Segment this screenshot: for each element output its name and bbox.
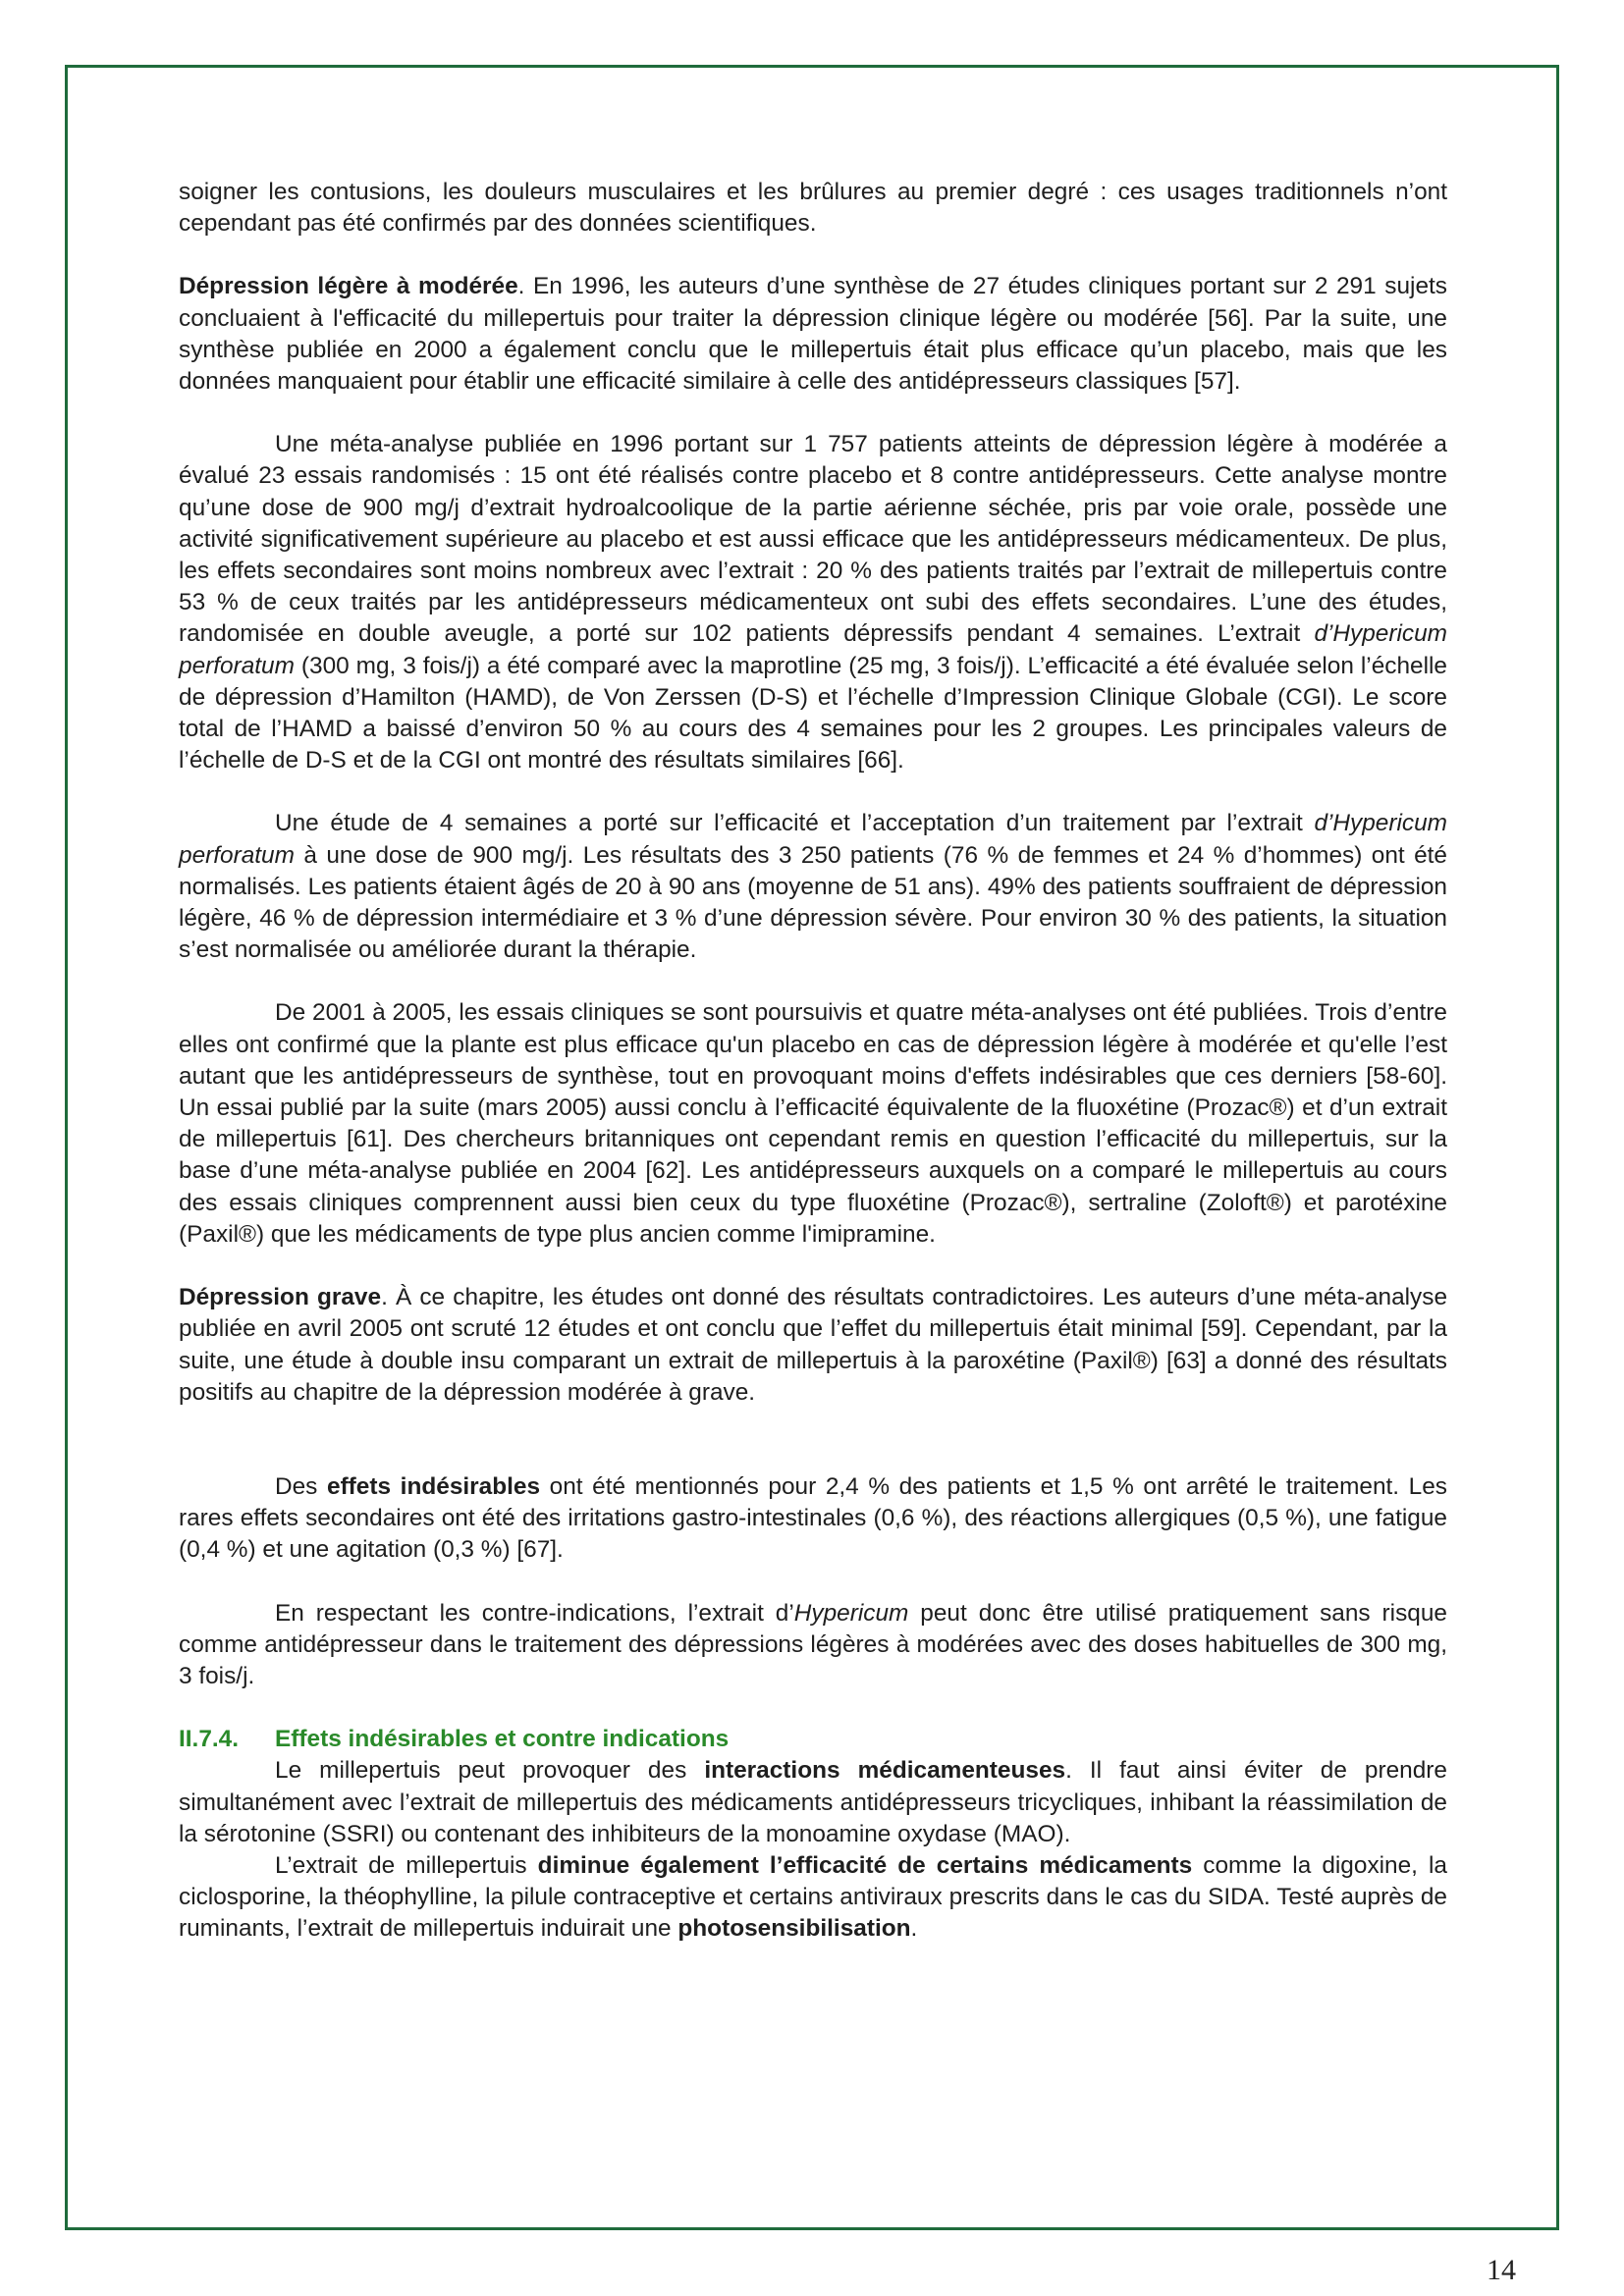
- section-number: II.7.4.: [179, 1726, 240, 1753]
- paragraph-etude-4-semaines: Une étude de 4 semaines a porté sur l’efficacité et l’acceptation d’un traitement par l’extrait d’Hypericum perforatum à une dose de 900 mg/j. Les résultats des 3 250 patients (76 % de femmes et 24 % d’hommes) ont été normalisés. Les patients étaient âgés de 20 à 90 ans (moyenne de 51 ans). 49% des patients souffraient de dépression légère, 46 % de dépression intermédiaire et 3 % d’une dépression sévère. Pour environ 30 % des patients, la situation s’est normalisée ou améliorée durant la thérapie.: [179, 810, 1447, 964]
- page-body: [179, 177, 1447, 1946]
- page-number: 14: [1487, 2254, 1516, 2286]
- section-title: Effets indésirables et contre indications: [275, 1726, 730, 1753]
- paragraph-depression-legere: Dépression légère à modérée. En 1996, les auteurs d’une synthèse de 27 études cliniques portant sur 2 291 sujets concluaient à l'efficacité du millepertuis pour traiter la dépression clinique légère ou modérée [56]. Par la suite, une synthèse publiée en 2000 a également conclu que le millepertuis était plus efficace qu’un placebo, mais que les données manquaient pour établir une efficacité similaire à celle des antidépresseurs classiques [57].: [179, 273, 1447, 396]
- paragraph-efficacite-medicaments: L’extrait de millepertuis diminue également l’efficacité de certains médicaments comme la digoxine, la ciclosporine, la théophylline, la pilule contraceptive et certains antiviraux prescrits dans le cas du SIDA. Testé auprès de ruminants, l’extrait de millepertuis induirait une photosensibilisation.: [179, 1851, 1447, 1943]
- paragraph-contusions: soigner les contusions, les douleurs musculaires et les brûlures au premier degré : ces usages traditionnels n’ont cependant pas été confirmés par des données scientifiques.: [179, 179, 1447, 238]
- paragraph-contre-indications: En respectant les contre-indications, l’extrait d’Hypericum peut donc être utilisé pratiquement sans risque comme antidépresseur dans le traitement des dépressions légères à modérées avec des doses habituelles de 300 mg, 3 fois/j.: [179, 1599, 1447, 1689]
- paragraph-interactions: Le millepertuis peut provoquer des interactions médicamenteuses. Il faut ainsi éviter de prendre simultanément avec l’extrait de millepertuis des médicaments antidépresseurs tricycliques, inhibant la réassimilation de la sérotonine (SSRI) ou contenant des inhibiteurs de la monoamine oxydase (MAO).: [179, 1757, 1447, 1847]
- paragraph-meta-analyse-1996: Une méta-analyse publiée en 1996 portant sur 1 757 patients atteints de dépression légère à modérée a évalué 23 essais randomisés : 15 ont été réalisés contre placebo et 8 contre antidépresseurs. Cette analyse montre qu’une dose de 900 mg/j d’extrait hydroalcoolique de la partie aérienne séchée, pris par voie orale, possède une activité significativement supérieure au placebo et est aussi efficace que les antidépresseurs médicamenteux. De plus, les effets secondaires sont moins nombreux avec l’extrait : 20 % des patients traités par l’extrait de millepertuis contre 53 % de ceux traités par les antidépresseurs médicamenteux ont subi des effets secondaires. L’une des études, randomisée en double aveugle, a porté sur 102 patients dépressifs pendant 4 semaines. L’extrait d’Hypericum perforatum (300 mg, 3 fois/j) a été comparé avec la maprotline (25 mg, 3 fois/j). L’efficacité a été évaluée selon l’échelle de dépression d’Hamilton (HAMD), de Von Zerssen (D-S) et l’échelle d’Impression Clinique Globale (CGI). Le score total de l’HAMD a baissé d’environ 50 % au cours des 4 semaines pour les 2 groupes. Les principales valeurs de l’échelle de D-S et de la CGI ont montré des résultats similaires [66].: [179, 431, 1447, 774]
- paragraph-essais-2001-2005: De 2001 à 2005, les essais cliniques se sont poursuivis et quatre méta-analyses ont été publiées. Trois d’entre elles ont confirmé que la plante est plus efficace qu'un placebo en cas de dépression légère à modérée et qu'elle l’est autant que les antidépresseurs de synthèse, tout en provoquant moins d'effets indésirables que ces derniers [58-60]. Un essai publié par la suite (mars 2005) aussi conclu à l’efficacité équivalente de la fluoxétine (Prozac®) et d’un extrait de millepertuis [61]. Des chercheurs britanniques ont cependant remis en question l’efficacité du millepertuis, sur la base d’une méta-analyse publiée en 2004 [62]. Les antidépresseurs auxquels on a comparé le millepertuis au cours des essais cliniques comprennent aussi bien ceux du type fluoxétine (Prozac®), sertraline (Zoloft®) et parotéxine (Paxil®) que les médicaments de type plus ancien comme l'imipramine.: [179, 999, 1447, 1248]
- paragraph-lead: Dépression légère à modérée: [179, 273, 518, 300]
- paragraph-effets-indesirables: Des effets indésirables ont été mentionnés pour 2,4 % des patients et 1,5 % ont arrêté le traitement. Les rares effets secondaires ont été des irritations gastro-intestinales (0,6 %), des réactions allergiques (0,5 %), une fatigue (0,4 %) et une agitation (0,3 %) [67].: [179, 1472, 1448, 1564]
- section-heading: [179, 1724, 1447, 1755]
- paragraph-depression-grave: Dépression grave. À ce chapitre, les études ont donné des résultats contradictoires. Les auteurs d’une méta-analyse publiée en avril 2005 ont scruté 12 études et ont conclu que l’effet du millepertuis était minimal [59]. Cependant, par la suite, une étude à double insu comparant un extrait de millepertuis à la paroxétine (Paxil®) [63] a donné des résultats positifs au chapitre de la dépression modérée à grave.: [179, 1284, 1448, 1406]
- paragraph-lead: Dépression grave: [179, 1284, 382, 1311]
